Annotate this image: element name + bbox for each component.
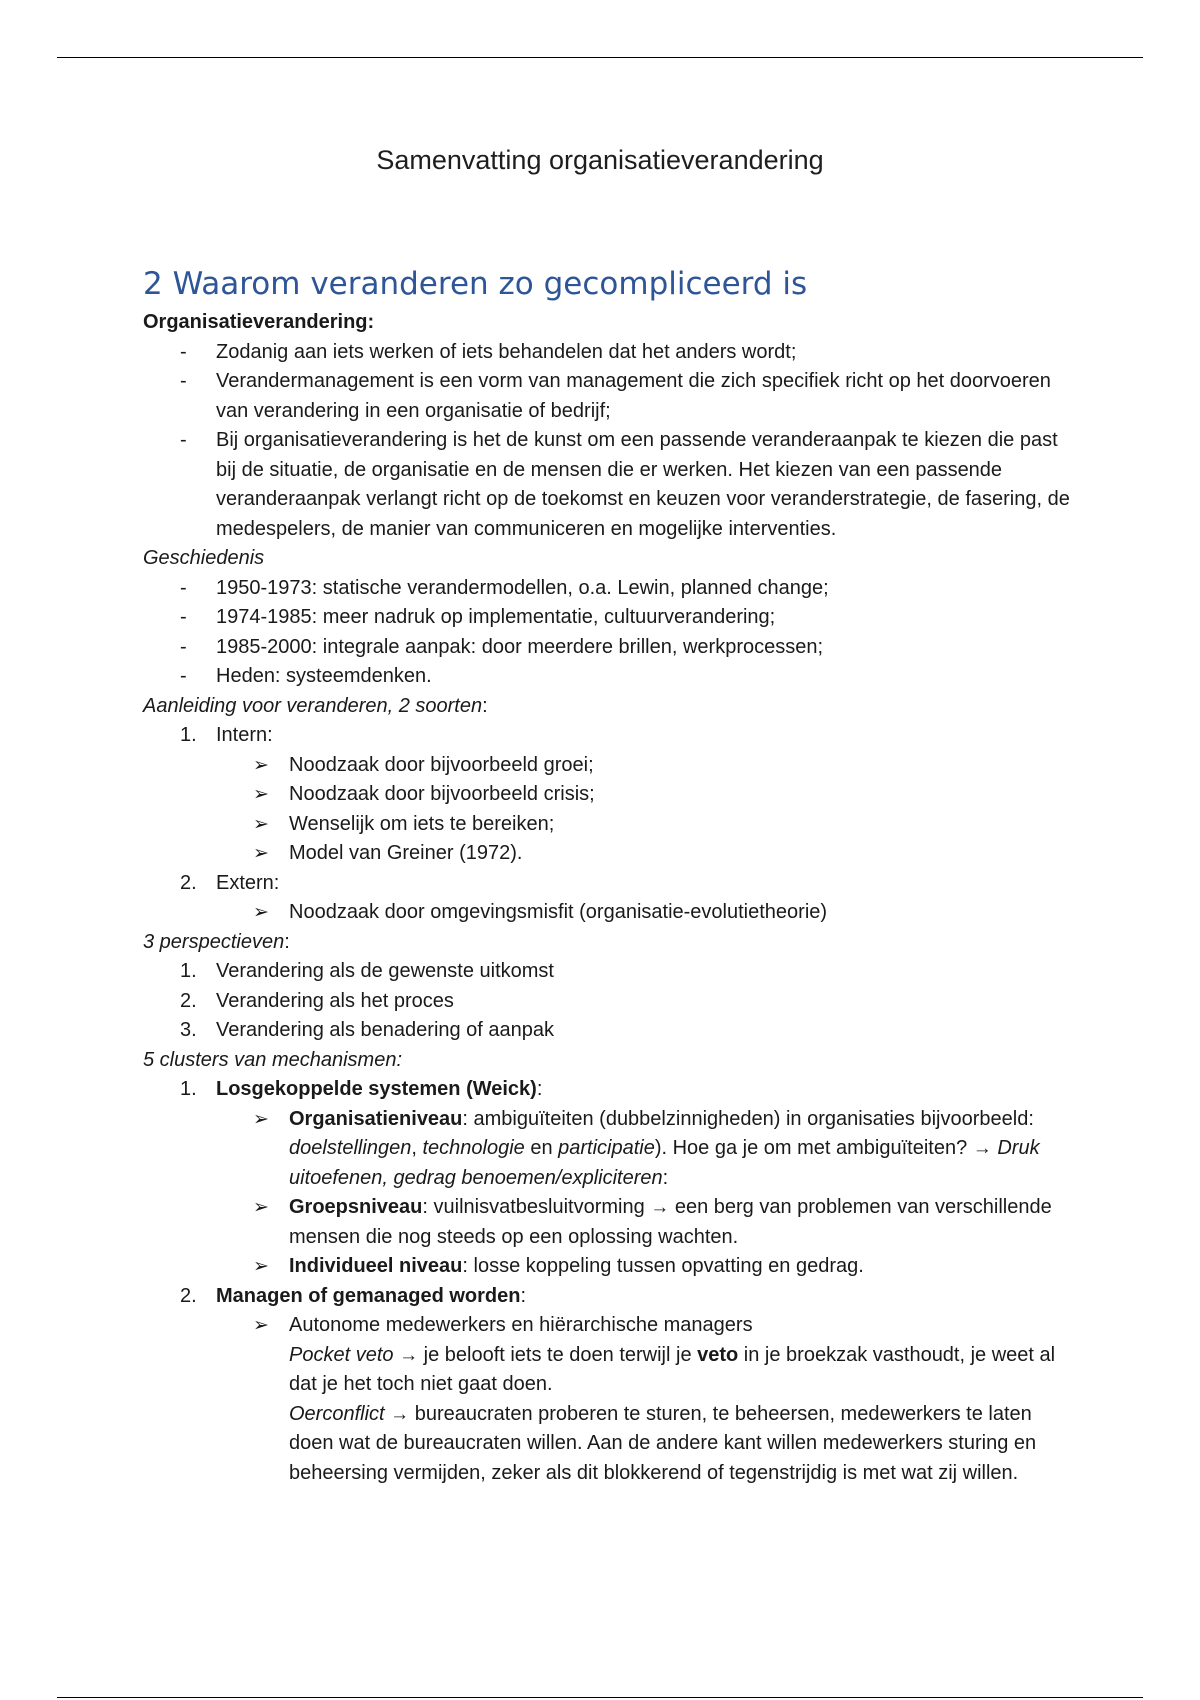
list-item: ➢ Groepsniveau: vuilnisvatbesluitvorming → een berg van problemen van verschillende mensen die nog steeds op een oplossing wachten. xyxy=(143,1193,1073,1252)
list-item: 2. Verandering als het proces xyxy=(143,987,1073,1017)
list-item: - Bij organisatieverandering is het de kunst om een passende veranderaanpak te kiezen die past bij de situatie, de organisatie en de mensen die er werken. Het kiezen van een passende veranderaanpak verlangt richt op de toekomst en keuzen voor veranderstrategie, de fasering, de medespelers, de manier van communiceren en mogelijke interventies. xyxy=(143,426,1073,544)
dash-marker: - xyxy=(180,340,187,363)
arrow-bullet-icon: ➢ xyxy=(253,1315,269,1336)
right-arrow-icon: → xyxy=(390,1403,410,1425)
list-item: ➢ Organisatieniveau: ambiguïteiten (dubbelzinnigheden) in organisaties bijvoorbeeld: doelstellingen, technologie en participatie). Hoe ga je om met ambiguïteiten? → Druk uitoefenen, gedrag benoemen/expliciteren: xyxy=(143,1105,1073,1194)
organisatieverandering-label: Organisatieverandering: xyxy=(143,311,375,333)
number-marker: 1. xyxy=(180,1078,197,1100)
dash-marker: - xyxy=(180,635,187,658)
list-item: - Zodanig aan iets werken of iets behandelen dat het anders wordt; xyxy=(143,338,1073,368)
perspectieven-list xyxy=(143,957,1073,1046)
number-marker: 2. xyxy=(180,989,197,1012)
geschiedenis-list xyxy=(143,574,1073,692)
arrow-bullet-icon: ➢ xyxy=(253,784,269,805)
list-item: ➢ Autonome medewerkers en hiërarchische managers xyxy=(143,1311,1073,1341)
list-item: 2. Managen of gemanaged worden: xyxy=(143,1282,1073,1312)
clusters-label: 5 clusters van mechanismen: xyxy=(143,1048,403,1071)
dash-marker: - xyxy=(180,370,187,392)
clusters-list-2 xyxy=(143,1282,1073,1312)
organisatieverandering-list xyxy=(143,338,1073,545)
cluster2-list xyxy=(143,1311,1073,1341)
footer-rule xyxy=(57,1697,1143,1698)
list-item: 1. Losgekoppelde systemen (Weick): xyxy=(143,1075,1073,1105)
dash-marker: - xyxy=(180,576,187,599)
list-item: - 1974-1985: meer nadruk op implementatie, cultuurverandering; xyxy=(143,603,1073,633)
arrow-bullet-icon: ➢ xyxy=(253,843,269,864)
intern-list xyxy=(143,751,1073,869)
list-item: 3. Verandering als benadering of aanpak xyxy=(143,1016,1073,1046)
number-marker: 3. xyxy=(180,1019,197,1041)
list-item: 1. Intern: xyxy=(143,721,1073,751)
perspectieven-label: 3 perspectieven: xyxy=(143,930,290,953)
number-marker: 1. xyxy=(180,724,197,746)
aanleiding-list-2 xyxy=(143,869,1073,899)
list-item: - 1985-2000: integrale aanpak: door meerdere brillen, werkprocessen; xyxy=(143,633,1073,663)
dash-marker: - xyxy=(180,606,187,628)
section-heading: 2 Waarom veranderen zo gecompliceerd is xyxy=(143,266,808,302)
document-title: Samenvatting organisatieverandering xyxy=(376,145,824,175)
number-marker: 2. xyxy=(180,871,197,894)
oerconflict-paragraph: Oerconflict → bureaucraten proberen te sturen, te beheersen, medewerkers te laten doen wat de bureaucraten willen. Aan de andere kant willen medewerkers sturing en beheersing vermijden, zeker als dit blokkerend of tegenstrijdig is met wat zij willen. xyxy=(289,1402,1037,1484)
list-item: ➢ Noodzaak door bijvoorbeeld crisis; xyxy=(143,780,1073,810)
list-item: ➢ Noodzaak door bijvoorbeeld groei; xyxy=(143,751,1073,781)
list-item: - Verandermanagement is een vorm van management die zich specifiek richt op het doorvoeren van verandering in een organisatie of bedrijf; xyxy=(143,367,1073,426)
arrow-bullet-icon: ➢ xyxy=(253,1256,269,1277)
arrow-bullet-icon: ➢ xyxy=(253,902,269,923)
list-item: ➢ Model van Greiner (1972). xyxy=(143,839,1073,869)
number-marker: 2. xyxy=(180,1284,197,1307)
list-item: - Heden: systeemdenken. xyxy=(143,662,1073,692)
aanleiding-list xyxy=(143,721,1073,751)
list-item: ➢ Individueel niveau: losse koppeling tussen opvatting en gedrag. xyxy=(143,1252,1073,1282)
dash-marker: - xyxy=(180,429,187,451)
list-item: ➢ Wenselijk om iets te bereiken; xyxy=(143,810,1073,840)
arrow-bullet-icon: ➢ xyxy=(253,1108,269,1130)
header-rule xyxy=(57,57,1143,58)
right-arrow-icon: → xyxy=(972,1138,992,1159)
arrow-bullet-icon: ➢ xyxy=(253,813,269,835)
cluster1-list xyxy=(143,1105,1073,1282)
right-arrow-icon: → xyxy=(650,1197,670,1218)
list-item: - 1950-1973: statische verandermodellen, o.a. Lewin, planned change; xyxy=(143,574,1073,604)
aanleiding-label: Aanleiding voor veranderen, 2 soorten: xyxy=(143,694,488,717)
pocket-veto-paragraph: Pocket veto → je belooft iets te doen terwijl je veto in je broekzak vasthoudt, je weet al dat je het toch niet gaat doen. xyxy=(289,1343,1056,1395)
clusters-list xyxy=(143,1075,1073,1105)
extern-list xyxy=(143,898,1073,928)
document-body xyxy=(143,262,1073,1488)
arrow-bullet-icon: ➢ xyxy=(253,754,269,776)
geschiedenis-label: Geschiedenis xyxy=(143,547,265,569)
list-item: 2. Extern: xyxy=(143,869,1073,899)
dash-marker: - xyxy=(180,665,187,687)
list-item: 1. Verandering als de gewenste uitkomst xyxy=(143,957,1073,987)
arrow-bullet-icon: ➢ xyxy=(253,1197,269,1218)
right-arrow-icon: → xyxy=(399,1344,419,1366)
list-item: ➢ Noodzaak door omgevingsmisfit (organisatie-evolutietheorie) xyxy=(143,898,1073,928)
number-marker: 1. xyxy=(180,960,197,982)
